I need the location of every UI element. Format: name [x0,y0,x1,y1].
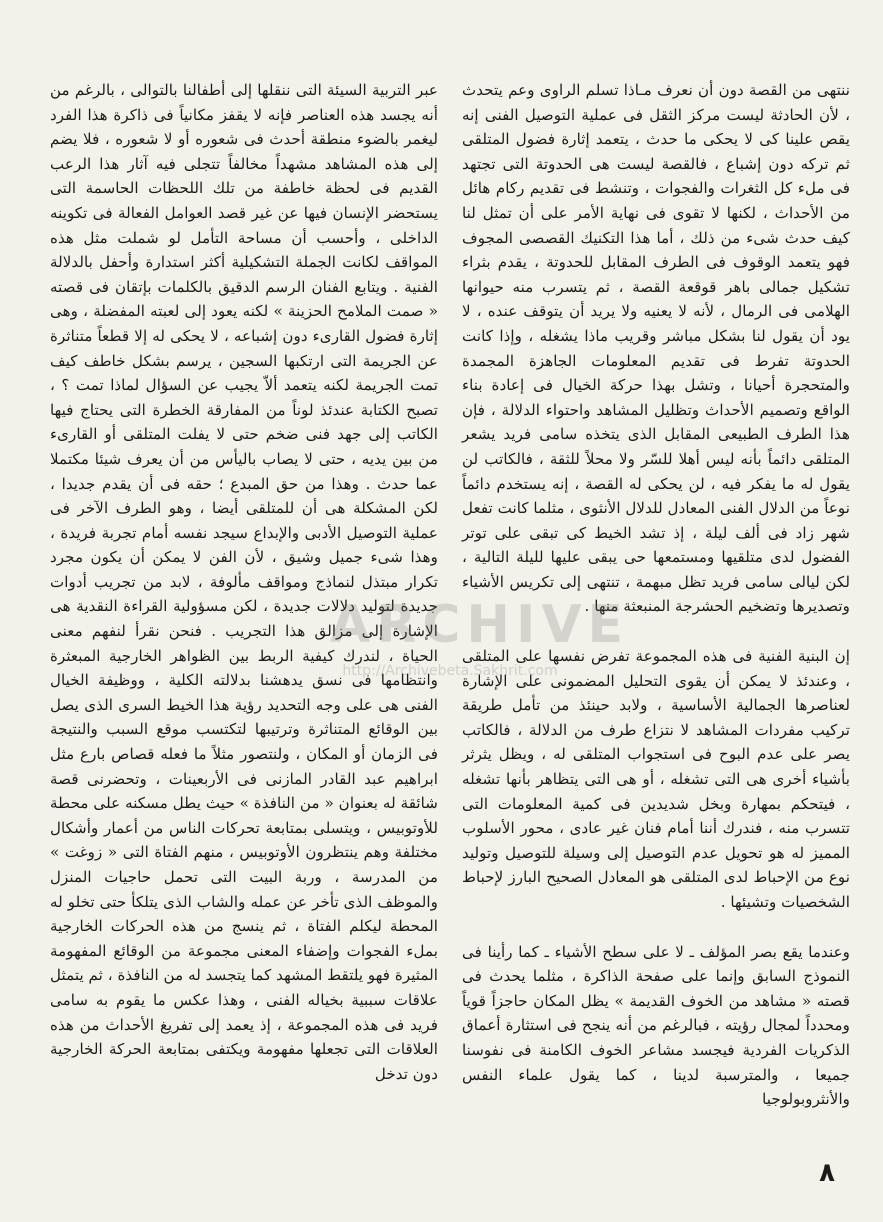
watermark-title: ARCHIVE [330,595,630,655]
page-number: ٨ [819,1158,835,1188]
text-column-left [50,78,438,1086]
watermark-url: http://Archivebeta.Sakhrit.com [342,663,558,679]
paragraph: عبر التربية السيئة التى ننقلها إلى أطفالنا بالتوالى ، بالرغم من أنه يجسد هذه العناصر فإنه لا يقفز مكانياً فى ذاكرة هذا الفرد ليغمر بالضوء منطقة أحدث فى شعوره أو لا شعوره ، فلا يضم إلى هذه المشاهد مشهداً مخالفاً تتجلى فيه آثار هذا الرعب القديم فى لحظة خاطفة من تلك اللحظات الحاسمة التى يستحضر الإنسان فيها عن غير قصد العوامل الفعالة فى تكوينه الداخلى ، وأحسب أن مساحة التأمل لو شملت مثل هذه المواقف لكانت الجملة التشكيلية أكثر استدارة وأحفل بالدلالة الفنية . ويتابع الفنان الرسم الدقيق بالكلمات بإتقان فى قصته « صمت الملامح الحزينة » لكنه يعود إلى لعبته المفضلة ، وهى إثارة فضول القارىء دون إشباعه ، لا يحكى له إلا قطعاً متناثرة عن الجريمة التى ارتكبها السجين ، يرسم بشكل خاطف كيف تمت الجريمة لكنه يتعمد ألاّ يجيب عن السؤال لماذا تمت ؟ ، تصبح الكتابة عندئذ لوناً من المفارقة الخطرة التى يحتاج فيها الكاتب إلى جهد فنى ضخم حتى لا يفلت المتلقى أو القارىء من بين يديه ، حتى لا يصاب باليأس من أن يعرف شيئا مكتملا عما حدث . وهذا من حق المبدع ؛ حقه فى أن يقدم جديدا ، لكن المشكلة هى أن للمتلقى أيضا ، وهو الطرف الآخر فى عملية التوصيل الأدبى والإبداع سيجد نفسه أمام تجربة فريدة ، وهذا شىء جميل وشيق ، لأن الفن لا يمكن أن يكون مجرد تكرار مبتذل لنماذج ومواقف مألوفة ، لابد من تجريب أدوات جديدة لتوليد دلالات جديدة ، لكن مسؤولية القراءة النقدية هى الإشارة إلى مزالق هذا التجريب . فنحن نقرأ لنفهم معنى الحياة ، لندرك كيفية الربط بين الظواهر الخارجية المبعثرة وانتظامها فى نسق يدهشنا بدلالته الكلية ، ووظيفة الخيال الفنى هى على وجه التحديد رؤية هذا الخيط السرى الذى يصل بين الوقائع المتناثرة وترتيبها لتكتسب موقع السبب والنتيجة فى الزمان أو المكان ، ولنتصور مثلاً ما فعله قصاص بارع مثل ابراهيم عبد القادر المازنى فى الأربعينات ، وتحضرنى قصة شائقة له بعنوان « من النافذة » حيث يطل مسكنه على محطة للأوتوبيس ، ويتسلى بمتابعة تحركات الناس من أعمار وأشكال مختلفة وهم ينتظرون الأوتوبيس ، منهم الفتاة التى « زوغت » من المدرسة ، وربة البيت التى تحمل حاجيات المنزل والموظف الذى تأخر عن عمله والشاب الذى يتلكأ حتى تخلو له المحطة ليكلم الفتاة ، ثم ينسج من هذه الحركات الخارجية بملء الفجوات وإضفاء المعنى مجموعة من الوقائع المفهومة المثيرة فهو يلتقط المشهد كما يتجسد له من النافذة ، ثم يتمثل علاقات سببية بخياله الفنى ، وهذا عكس ما يقوم به سامى فريد فى هذه المجموعة ، إذ يعمد إلى تفريغ الأحداث من هذه العلاقات التى تجعلها مفهومة ويكتفى بمتابعة الحركة الخارجية دون تدخل [50,81,438,1083]
paragraph: إن البنية الفنية فى هذه المجموعة تفرض نفسها على المتلقى ، وعندئذ لا يمكن أن يقوى التحليل المضمونى على الإشارة لعناصرها الجمالية الأساسية ، ولابد حينئذ من تأمل طريقة تركيب مفردات المشاهد لا نتزاع طرف من الدلالة ، فالكاتب يصر على عدم البوح فى استجواب المتلقى له ، ويظل يثرثر بأشياء أخرى هى التى تشغله ، أو هى التى يتظاهر بأنها تشغله ، فيتحكم بمهارة وبخل شديدين فى كمية المعلومات التى تتسرب منه ، فندرك أننا أمام فنان غير عادى ، محور الأسلوب المميز له هو تحويل عدم التوصيل إلى وسيلة للتوصيل وتوليد نوع من الإحباط لدى المتلقى هو المعادل الصحيح البارز لإحباط الشخصيات وتشيئها . [462,647,850,911]
paragraph: ننتهى من القصة دون أن نعرف مـاذا تسلم الراوى وعم يتحدث ، لأن الحادثة ليست مركز الثقل فى عملية التوصيل الفنى إنه يقص علينا كى لا يحكى ما حدث ، يتعمد إثارة فضول المتلقى ثم تركه دون إشباع ، فالقصة ليست هى الحدوتة التى تجتهد فى ملء كل الثغرات والفجوات ، وتنشط فى تقديم ركام هائل من الأحداث ، لكنها لا تقوى فى نهاية الأمر على أن تمثل لنا كيف حدث شىء من ذلك ، أما هذا التكنيك القصصى المجوف فهو يتعمد الوقوف فى الطرف المقابل للحدوتة ، يقدم بثراء تشكيل جمالى باهر قوقعة القصة ، ثم يتسرب منه حيوانها الهلامى فى الرمال ، لأنه لا يعنيه ولا يريد أن يتوقف عنده ، لا يود أن يقول لنا بشكل مباشر وقريب ماذا يشغله ، وإذا كانت الحدوتة تفرط فى تقديم المعلومات الجاهزة المجمدة والمتحجرة أحيانا ، وتشل بهذا حركة الخيال فى إعادة بناء الواقع وتصميم الأحداث وتظليل المشاهد واحتواء الدلالة ، فإن هذا الطرف الطبيعى المقابل الذى يتخذه سامى فريد يشعر المتلقى دائماً بأنه ليس أهلا للسّر ولا محلاً للثقة ، فالكاتب لن يقول له ما يفكر فيه ، لن يحكى له القصة ، إنه يستخدم دائماً نوعاً من الدلال الفنى المعادل للدلال الأنثوى ، مثلما كانت تفعل شهر زاد فى ألف ليلة ، إذ تشد الخيط كى تبقى على توتر الفضول لدى متلقيها ومستمعها حى يبقى عليها لليلة التالية ، لكن ليالى سامى فريد تظل مبهمة ، تنتهى إلى تكريس الأشياء وتصديرها وتضخيم الحشرجة المنبعثة منها . [462,81,850,616]
paragraph: وعندما يقع بصر المؤلف ـ لا على سطح الأشياء ـ كما رأينا فى النموذج السابق وإنما على صفحة الذاكرة ، مثلما يحدث فى قصته « مشاهد من الخوف القديمة » يظل المكان حاجزاً قوياً ومحدداً لمجال رؤيته ، فبالرغم من أنه ينجح فى استثارة أعماق الذكريات الفردية فيجسد مشاعر الخوف الكامنة فى نفوسنا جميعا ، والمترسبة لدينا ، كما يقول علماء النفس والأنثروبولوجيا [462,942,850,1109]
text-column-right [462,78,850,1112]
